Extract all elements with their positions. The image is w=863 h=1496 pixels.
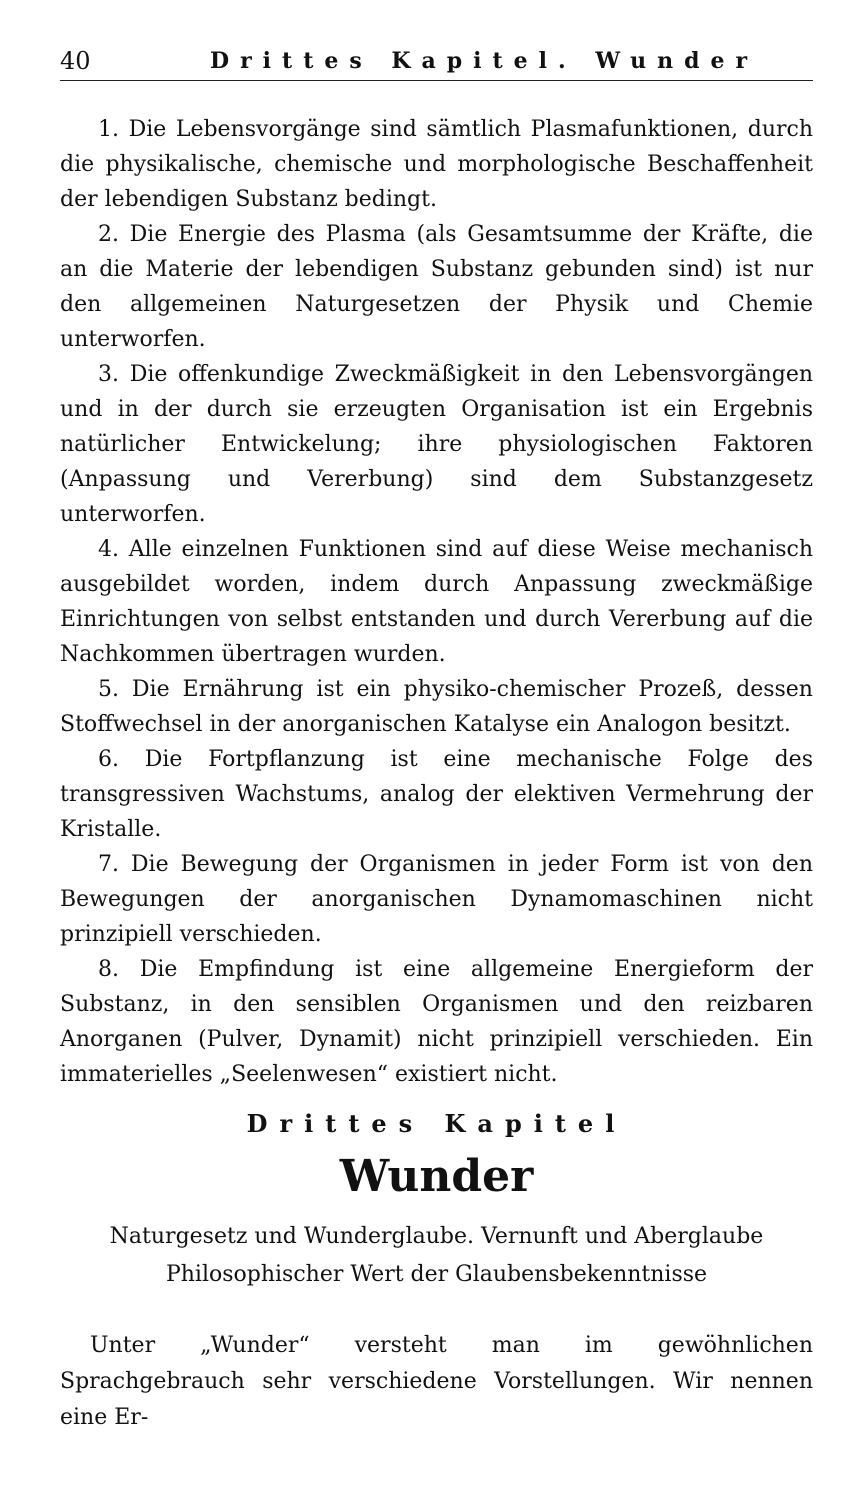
list-item: [60, 847, 813, 952]
list-item: [60, 672, 813, 742]
numbered-list: [60, 112, 813, 1092]
list-item: [60, 112, 813, 217]
item-text: Die Fortpflanzung ist eine mechanische Folge des transgressiven Wachstums, analog der elektiven Vermehrung der Kristalle.: [60, 747, 813, 842]
list-item: [60, 952, 813, 1092]
item-text: Die Bewegung der Organismen in jeder Form ist von den Bewegungen der anorganischen Dynamomaschinen nicht prinzipiell verschieden.: [60, 852, 813, 947]
item-number: 5.: [98, 677, 119, 702]
item-number: 6.: [98, 747, 119, 772]
item-number: 7.: [98, 852, 119, 877]
header-rule: [60, 80, 813, 81]
list-item: [60, 217, 813, 357]
running-head: [60, 44, 813, 78]
chapter-heading: [60, 1106, 813, 1294]
item-number: 3.: [98, 362, 119, 387]
item-text: Die Energie des Plasma (als Gesamtsumme der Kräfte, die an die Materie der lebendigen Substanz gebunden sind) ist nur den allgemeinen Naturgesetzen der Physik und Chemie unterworfen.: [60, 222, 813, 352]
item-number: 4.: [98, 537, 119, 562]
chapter-label: Drittes Kapitel: [246, 1109, 627, 1138]
list-item: [60, 357, 813, 532]
list-item: [60, 532, 813, 672]
list-item: [60, 742, 813, 847]
chapter-title: Wunder: [339, 1151, 534, 1202]
item-text: Die Lebensvorgänge sind sämtlich Plasmafunktionen, durch die physikalische, chemische und morphologische Beschaffenheit der lebendigen Substanz bedingt.: [60, 117, 813, 212]
item-text: Die Empfindung ist eine allgemeine Energieform der Substanz, in den sensiblen Organismen und den reizbaren Anorganen (Pulver, Dynamit) nicht prinzipiell verschieden. Ein immaterielles „Seelenwesen“ existiert nicht.: [60, 957, 813, 1087]
item-number: 1.: [98, 117, 119, 142]
item-text: Die offenkundige Zweckmäßigkeit in den Lebensvorgängen und in der durch sie erzeugten Organisation ist ein Ergebnis natürlicher Entwickelung; ihre physiologischen Faktoren (Anpassung und Vererbung) sind dem Substanzgesetz unterworfen.: [60, 362, 814, 527]
item-number: 8.: [98, 957, 119, 982]
chapter-summary-line: Philosophischer Wert der Glaubensbekenntnisse: [165, 1262, 708, 1287]
item-text: Die Ernährung ist ein physiko-chemischer Prozeß, dessen Stoffwechsel in der anorganischen Katalyse ein Analogon besitzt.: [60, 677, 813, 737]
page-number: 40: [60, 47, 91, 75]
chapter-summary-line: Naturgesetz und Wunderglaube. Vernunft und Aberglaube: [109, 1224, 764, 1249]
item-text: Alle einzelnen Funktionen sind auf diese Weise mechanisch ausgebildet worden, indem durch Anpassung zweckmäßige Einrichtungen von selbst entstanden und durch Vererbung auf die Nachkommen übertragen wurden.: [60, 537, 814, 667]
body-paragraph: Unter „Wunder“ versteht man im gewöhnlichen Sprachgebrauch sehr verschiedene Vorstellungen. Wir nennen eine Er-: [60, 1333, 813, 1430]
item-number: 2.: [98, 222, 119, 247]
running-title: Drittes Kapitel. Wunder: [210, 48, 759, 74]
